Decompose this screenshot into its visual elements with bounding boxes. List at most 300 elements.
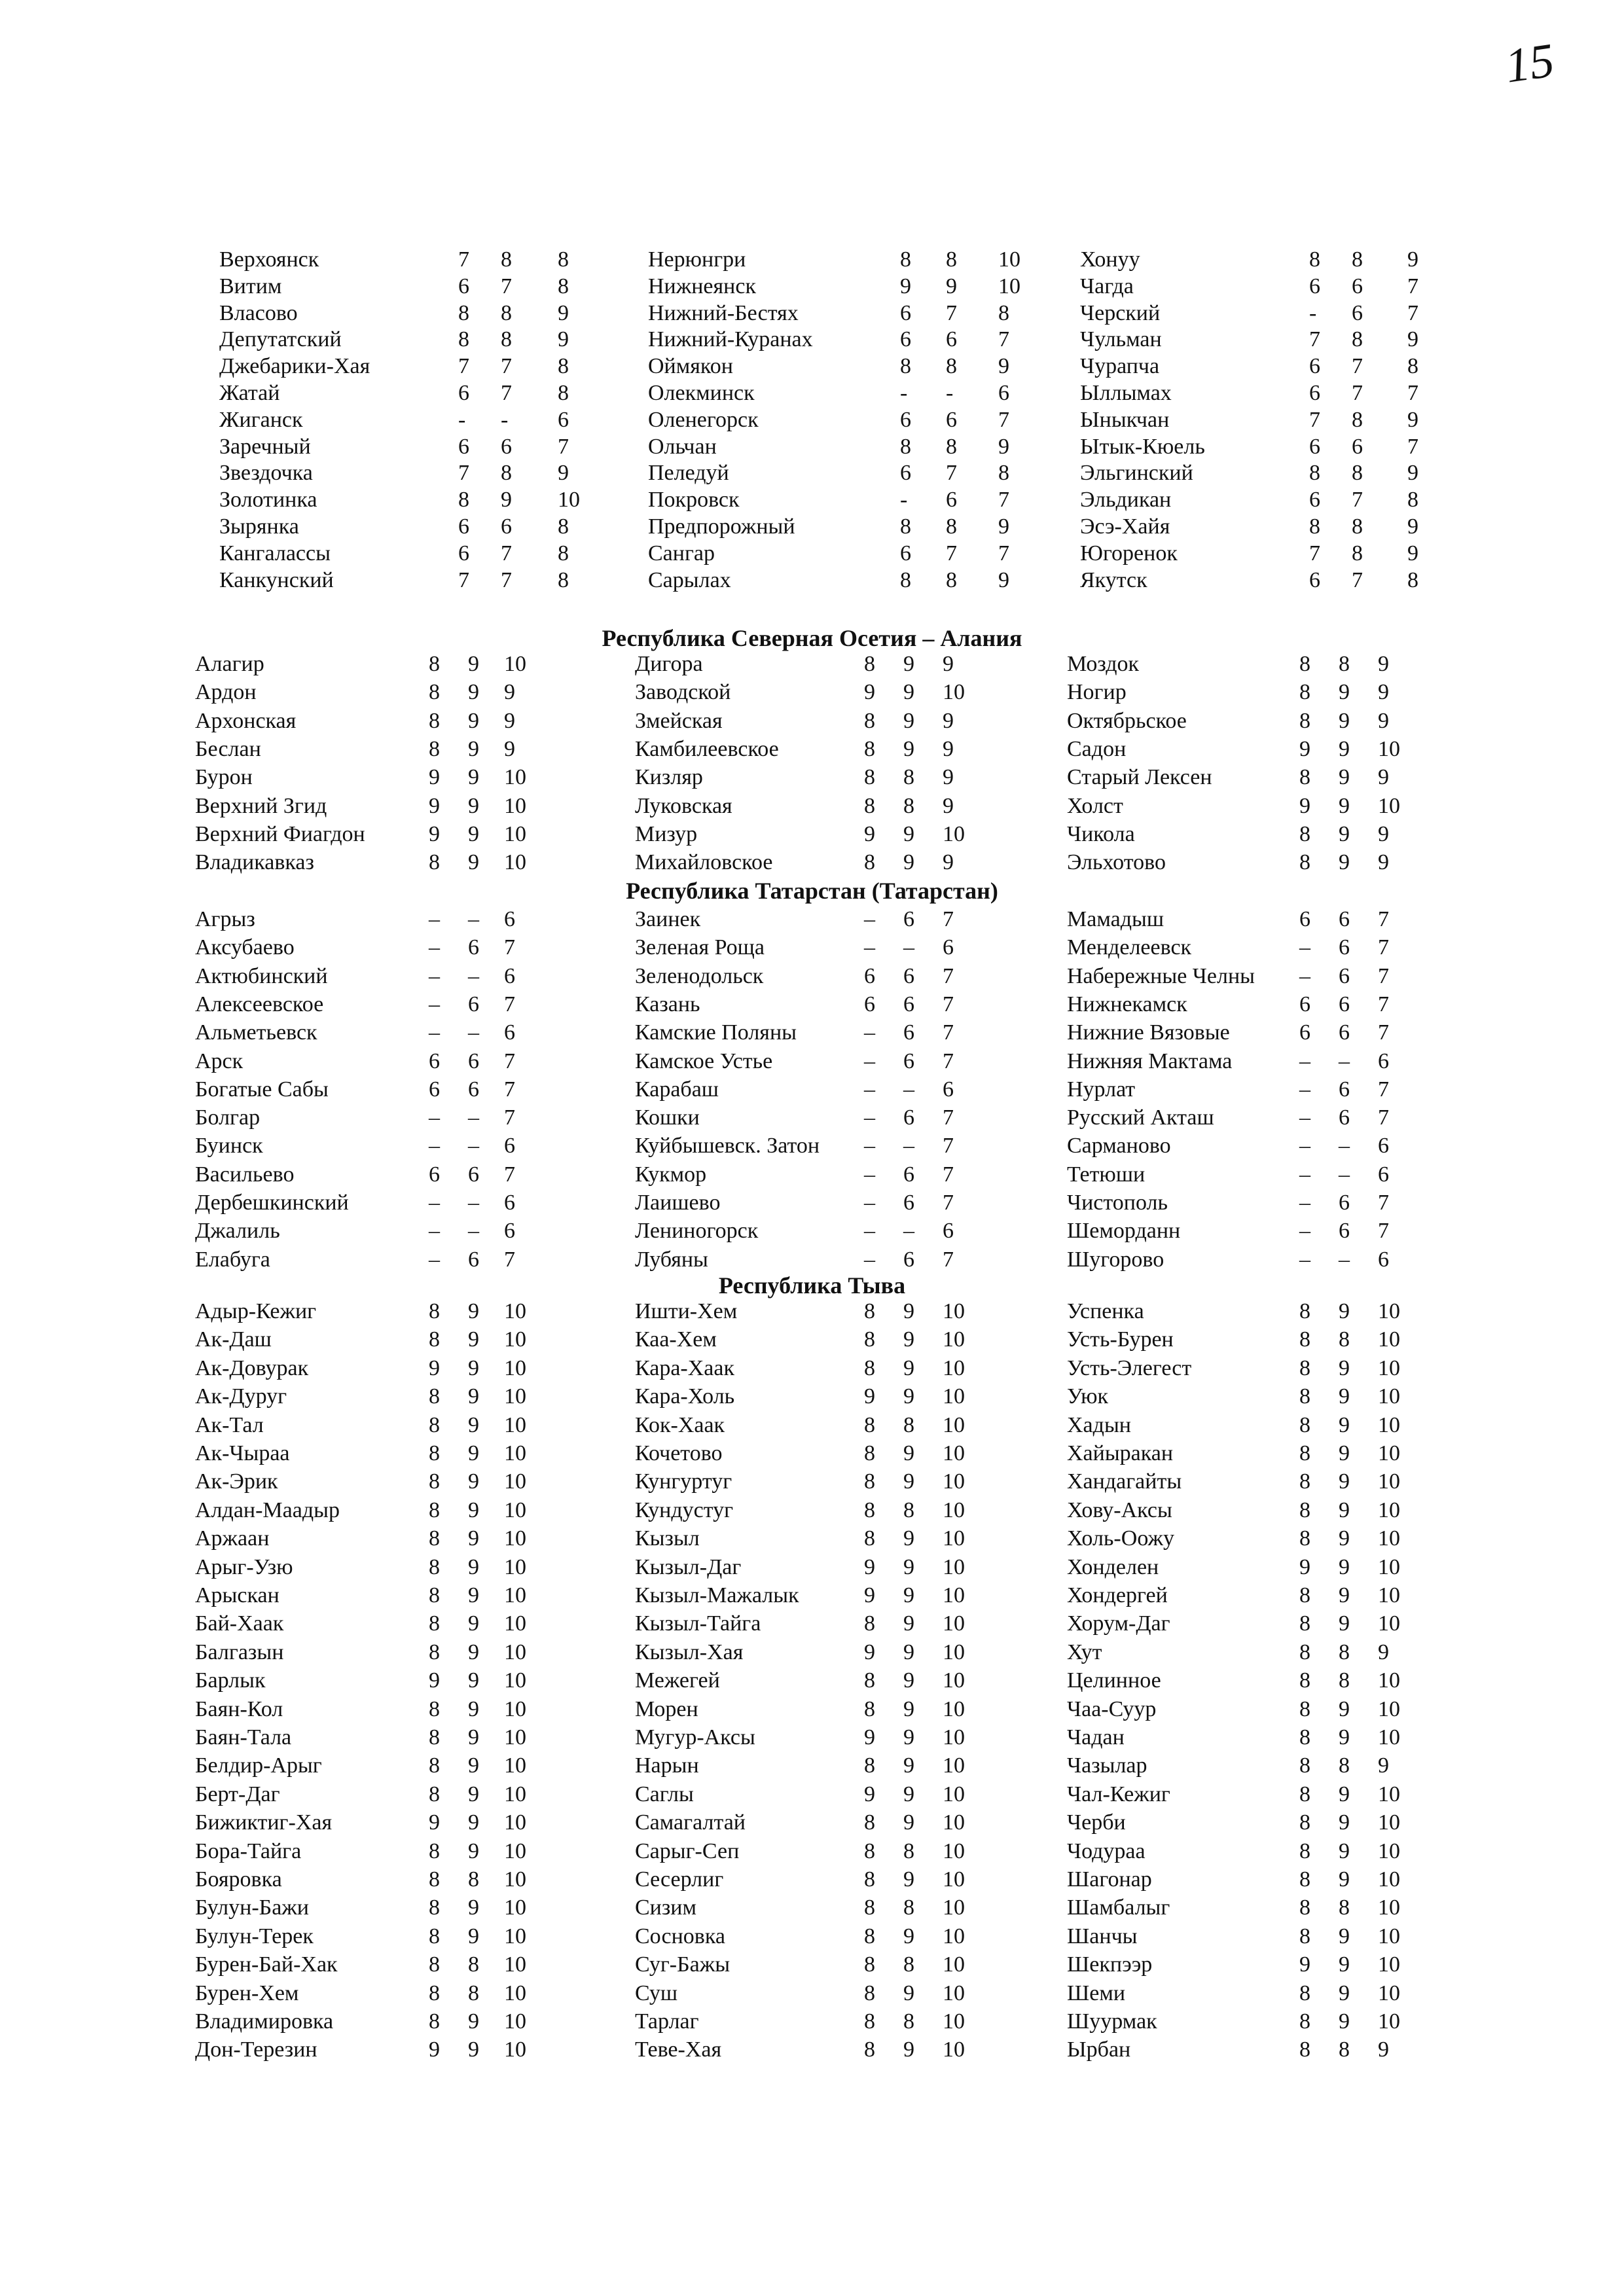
settlement-name: Заводской — [635, 680, 731, 705]
value-cell: 7 — [1378, 1077, 1389, 1102]
value-cell: - — [501, 407, 509, 432]
value-cell: 8 — [864, 1952, 875, 1977]
value-cell: 7 — [1352, 354, 1363, 379]
settlement-name: Шекпээр — [1067, 1952, 1153, 1977]
settlement-name: Жатай — [219, 381, 280, 405]
value-cell: 8 — [864, 1696, 875, 1721]
value-cell: 9 — [903, 1753, 914, 1778]
value-cell: 9 — [468, 1782, 479, 1806]
value-cell: 8 — [1299, 1384, 1310, 1409]
value-cell: 9 — [1378, 2037, 1389, 2062]
value-cell: 8 — [900, 354, 911, 379]
settlement-name: Заинек — [635, 907, 701, 931]
value-cell: 10 — [504, 1782, 526, 1806]
value-cell: 6 — [900, 407, 911, 432]
value-cell: 10 — [504, 850, 526, 875]
value-cell: 9 — [504, 708, 515, 733]
value-cell: 6 — [429, 1162, 440, 1187]
settlement-name: Барлык — [195, 1668, 266, 1693]
value-cell: 10 — [1378, 1981, 1400, 2005]
value-cell: 8 — [864, 1867, 875, 1892]
value-cell: 6 — [504, 1134, 515, 1158]
value-cell: 9 — [903, 821, 914, 846]
value-cell: 6 — [864, 992, 875, 1016]
value-cell: 6 — [1309, 488, 1320, 512]
value-cell: – — [429, 935, 440, 960]
settlement-name: Верхний Фиагдон — [195, 821, 365, 846]
value-cell: 10 — [558, 488, 580, 512]
value-cell: 7 — [998, 327, 1009, 352]
value-cell: 10 — [504, 1839, 526, 1863]
settlement-name: Набережные Челны — [1067, 963, 1255, 988]
settlement-name: Нурлат — [1067, 1077, 1136, 1102]
value-cell: 7 — [1378, 1105, 1389, 1130]
value-cell: 8 — [864, 1981, 875, 2005]
value-cell: 9 — [1299, 1554, 1310, 1579]
settlement-name: Чагда — [1080, 274, 1134, 298]
value-cell: 8 — [1352, 247, 1363, 272]
value-cell: 6 — [468, 992, 479, 1016]
settlement-name: Васильево — [195, 1162, 295, 1187]
value-cell: 8 — [903, 1412, 914, 1437]
value-cell: 10 — [504, 1327, 526, 1352]
value-cell: 9 — [903, 1668, 914, 1693]
settlement-name: Зеленодольск — [635, 963, 764, 988]
settlement-name: Бурон — [195, 765, 253, 790]
value-cell: 9 — [1339, 1725, 1350, 1749]
value-cell: 10 — [943, 821, 965, 846]
value-cell: 8 — [864, 1526, 875, 1551]
value-cell: 10 — [1378, 2009, 1400, 2034]
value-cell: 8 — [468, 1867, 479, 1892]
value-cell: 8 — [1352, 514, 1363, 539]
settlement-name: Хандагайты — [1067, 1469, 1182, 1494]
settlement-name: Камские Поляны — [635, 1020, 797, 1045]
settlement-name: Хут — [1067, 1640, 1102, 1664]
value-cell: 10 — [943, 1327, 965, 1352]
value-cell: 9 — [903, 850, 914, 875]
settlement-name: Югоренок — [1080, 541, 1178, 565]
value-cell: 9 — [903, 708, 914, 733]
value-cell: – — [903, 935, 914, 960]
value-cell: – — [864, 907, 875, 931]
settlement-name: Власово — [219, 300, 298, 325]
value-cell: 9 — [468, 2009, 479, 2034]
section-heading: Республика Татарстан (Татарстан) — [626, 878, 998, 904]
value-cell: 9 — [903, 1611, 914, 1636]
value-cell: 6 — [903, 1191, 914, 1215]
value-cell: 9 — [998, 567, 1009, 592]
settlement-name: Октябрьское — [1067, 708, 1187, 733]
settlement-name: Эльдикан — [1080, 488, 1172, 512]
value-cell: - — [946, 381, 954, 405]
value-cell: 9 — [903, 1924, 914, 1948]
settlement-name: Кара-Хаак — [635, 1355, 734, 1380]
settlement-name: Олекминск — [648, 381, 755, 405]
value-cell: 9 — [468, 1611, 479, 1636]
value-cell: - — [900, 381, 908, 405]
value-cell: 10 — [504, 1498, 526, 1522]
value-cell: 9 — [1378, 652, 1389, 676]
value-cell: 8 — [558, 567, 569, 592]
value-cell: – — [1339, 1049, 1350, 1073]
value-cell: 9 — [468, 652, 479, 676]
value-cell: 9 — [468, 708, 479, 733]
value-cell: 8 — [429, 1952, 440, 1977]
settlement-name: Холь-Оожу — [1067, 1526, 1174, 1551]
settlement-name: Верхоянск — [219, 247, 319, 272]
value-cell: 6 — [1299, 907, 1310, 931]
value-cell: 9 — [468, 1583, 479, 1607]
value-cell: - — [458, 407, 466, 432]
settlement-name: Кок-Хаак — [635, 1412, 725, 1437]
value-cell: 6 — [946, 407, 957, 432]
value-cell: 6 — [900, 327, 911, 352]
value-cell: 9 — [864, 1554, 875, 1579]
value-cell: 7 — [998, 488, 1009, 512]
value-cell: 6 — [900, 300, 911, 325]
settlement-name: Тарлаг — [635, 2009, 699, 2034]
value-cell: 9 — [1339, 736, 1350, 761]
settlement-name: Альметьевск — [195, 1020, 317, 1045]
value-cell: 10 — [943, 1725, 965, 1749]
value-cell: 9 — [864, 1725, 875, 1749]
value-cell: 8 — [1299, 2037, 1310, 2062]
value-cell: 8 — [501, 247, 512, 272]
value-cell: 9 — [1339, 1299, 1350, 1323]
value-cell: 6 — [946, 327, 957, 352]
value-cell: 6 — [903, 963, 914, 988]
value-cell: 9 — [468, 1355, 479, 1380]
value-cell: 6 — [998, 381, 1009, 405]
value-cell: 10 — [504, 821, 526, 846]
value-cell: 9 — [1378, 708, 1389, 733]
value-cell: 8 — [1352, 327, 1363, 352]
settlement-name: Русский Акташ — [1067, 1105, 1214, 1130]
value-cell: – — [1299, 1219, 1310, 1244]
settlement-name: Алагир — [195, 652, 264, 676]
value-cell: 9 — [468, 1469, 479, 1494]
value-cell: 8 — [1299, 1412, 1310, 1437]
settlement-name: Хову-Аксы — [1067, 1498, 1172, 1522]
value-cell: 7 — [943, 1191, 954, 1215]
value-cell: 8 — [903, 1895, 914, 1920]
value-cell: 7 — [943, 1247, 954, 1272]
value-cell: 7 — [1352, 567, 1363, 592]
value-cell: 6 — [504, 1020, 515, 1045]
value-cell: 9 — [429, 1355, 440, 1380]
settlement-name: Дербешкинский — [195, 1191, 349, 1215]
value-cell: 8 — [1299, 1696, 1310, 1721]
value-cell: 8 — [900, 514, 911, 539]
value-cell: 6 — [1378, 1162, 1389, 1187]
settlement-name: Бай-Хаак — [195, 1611, 284, 1636]
value-cell: – — [468, 1105, 479, 1130]
value-cell: 8 — [429, 1611, 440, 1636]
settlement-name: Межегей — [635, 1668, 720, 1693]
value-cell: 6 — [903, 1247, 914, 1272]
value-cell: 10 — [943, 2037, 965, 2062]
settlement-name: Булун-Терек — [195, 1924, 314, 1948]
value-cell: 9 — [468, 1498, 479, 1522]
settlement-name: Кангалассы — [219, 541, 331, 565]
settlement-name: Успенка — [1067, 1299, 1144, 1323]
value-cell: 10 — [1378, 1554, 1400, 1579]
value-cell: 9 — [1407, 247, 1418, 272]
value-cell: 8 — [864, 1299, 875, 1323]
value-cell: 8 — [900, 567, 911, 592]
value-cell: 8 — [1299, 1753, 1310, 1778]
settlement-name: Алдан-Маадыр — [195, 1498, 340, 1522]
value-cell: 9 — [468, 1753, 479, 1778]
settlement-name: Уюк — [1067, 1384, 1109, 1409]
settlement-name: Эльгинский — [1080, 461, 1193, 486]
settlement-name: Кукмор — [635, 1162, 707, 1187]
value-cell: – — [903, 1077, 914, 1102]
value-cell: – — [468, 963, 479, 988]
settlement-name: Ардон — [195, 680, 257, 705]
value-cell: 6 — [468, 935, 479, 960]
value-cell: 10 — [943, 1554, 965, 1579]
value-cell: 9 — [468, 1895, 479, 1920]
settlement-name: Алексеевское — [195, 992, 324, 1016]
section-heading: Республика Северная Осетия – Алания — [602, 625, 1022, 651]
value-cell: 6 — [504, 963, 515, 988]
value-cell: 8 — [1299, 1867, 1310, 1892]
value-cell: 9 — [943, 652, 954, 676]
value-cell: 9 — [1378, 821, 1389, 846]
value-cell: 9 — [1339, 1839, 1350, 1863]
settlement-name: Чал-Кежиг — [1067, 1782, 1170, 1806]
value-cell: 9 — [1339, 680, 1350, 705]
value-cell: 9 — [468, 1640, 479, 1664]
value-cell: – — [1299, 1162, 1310, 1187]
value-cell: 10 — [943, 1867, 965, 1892]
value-cell: 8 — [864, 1441, 875, 1465]
value-cell: – — [1299, 963, 1310, 988]
value-cell: 8 — [1299, 652, 1310, 676]
settlement-name: Заречный — [219, 434, 311, 459]
value-cell: 6 — [468, 1049, 479, 1073]
settlement-name: Кунгуртуг — [635, 1469, 732, 1494]
value-cell: 9 — [468, 2037, 479, 2062]
value-cell: 10 — [943, 1668, 965, 1693]
value-cell: 6 — [1352, 434, 1363, 459]
value-cell: 9 — [943, 765, 954, 790]
value-cell: 10 — [943, 1583, 965, 1607]
value-cell: 9 — [943, 850, 954, 875]
value-cell: 8 — [946, 434, 957, 459]
value-cell: 10 — [943, 1640, 965, 1664]
settlement-name: Жиганск — [219, 407, 303, 432]
settlement-name: Шеми — [1067, 1981, 1126, 2005]
settlement-name: Нижняя Мактама — [1067, 1049, 1233, 1073]
settlement-name: Богатые Сабы — [195, 1077, 329, 1102]
value-cell: 10 — [943, 1924, 965, 1948]
value-cell: 8 — [864, 850, 875, 875]
settlement-name: Канкунский — [219, 567, 334, 592]
value-cell: 8 — [1299, 680, 1310, 705]
settlement-name: Ак-Тал — [195, 1412, 264, 1437]
value-cell: 6 — [1378, 1049, 1389, 1073]
settlement-name: Бижиктиг-Хая — [195, 1810, 333, 1835]
value-cell: 9 — [468, 1696, 479, 1721]
value-cell: 7 — [504, 1162, 515, 1187]
value-cell: 9 — [429, 1668, 440, 1693]
settlement-name: Кызыл-Даг — [635, 1554, 742, 1579]
value-cell: 10 — [943, 680, 965, 705]
value-cell: 9 — [903, 736, 914, 761]
value-cell: 9 — [864, 821, 875, 846]
value-cell: 10 — [1378, 1355, 1400, 1380]
value-cell: 7 — [998, 541, 1009, 565]
value-cell: 10 — [504, 1810, 526, 1835]
value-cell: 8 — [903, 1498, 914, 1522]
value-cell: 10 — [1378, 1867, 1400, 1892]
settlement-name: Пеледуй — [648, 461, 729, 486]
settlement-name: Кызыл-Тайга — [635, 1611, 761, 1636]
value-cell: 8 — [429, 2009, 440, 2034]
value-cell: 10 — [504, 1640, 526, 1664]
value-cell: 8 — [558, 274, 569, 298]
value-cell: 10 — [943, 2009, 965, 2034]
value-cell: 9 — [1339, 1412, 1350, 1437]
value-cell: 7 — [1309, 541, 1320, 565]
value-cell: – — [864, 1219, 875, 1244]
value-cell: 10 — [1378, 1412, 1400, 1437]
value-cell: 10 — [504, 1441, 526, 1465]
value-cell: 8 — [1352, 461, 1363, 486]
value-cell: 6 — [903, 907, 914, 931]
settlement-name: Менделеевск — [1067, 935, 1192, 960]
settlement-name: Буинск — [195, 1134, 263, 1158]
value-cell: 9 — [1339, 1355, 1350, 1380]
value-cell: 8 — [429, 1725, 440, 1749]
settlement-name: Эсэ-Хайя — [1080, 514, 1170, 539]
settlement-name: Усть-Элегест — [1067, 1355, 1192, 1380]
value-cell: 6 — [468, 1077, 479, 1102]
value-cell: 10 — [504, 1583, 526, 1607]
value-cell: 6 — [1309, 381, 1320, 405]
value-cell: 10 — [1378, 736, 1400, 761]
value-cell: 6 — [429, 1049, 440, 1073]
value-cell: 10 — [1378, 1583, 1400, 1607]
value-cell: 10 — [943, 1952, 965, 1977]
settlement-name: Луковская — [635, 793, 732, 818]
value-cell: 8 — [1339, 1668, 1350, 1693]
value-cell: 9 — [903, 1696, 914, 1721]
value-cell: 10 — [1378, 1469, 1400, 1494]
value-cell: 9 — [943, 708, 954, 733]
settlement-name: Кызыл-Мажалык — [635, 1583, 799, 1607]
settlement-name: Оймякон — [648, 354, 733, 379]
value-cell: 7 — [943, 963, 954, 988]
settlement-name: Дон-Терезин — [195, 2037, 317, 2062]
settlement-name: Ак-Дуруг — [195, 1384, 287, 1409]
value-cell: 10 — [504, 1981, 526, 2005]
value-cell: 7 — [458, 567, 469, 592]
settlement-name: Чикола — [1067, 821, 1135, 846]
value-cell: 7 — [458, 461, 469, 486]
settlement-name: Верхний Згид — [195, 793, 327, 818]
value-cell: 9 — [1339, 2009, 1350, 2034]
value-cell: 8 — [429, 1498, 440, 1522]
value-cell: 9 — [1339, 821, 1350, 846]
settlement-name: Сосновка — [635, 1924, 725, 1948]
value-cell: 7 — [943, 1162, 954, 1187]
value-cell: 8 — [864, 1924, 875, 1948]
value-cell: 6 — [903, 1020, 914, 1045]
value-cell: 9 — [943, 736, 954, 761]
value-cell: 8 — [1339, 652, 1350, 676]
value-cell: 9 — [468, 1384, 479, 1409]
value-cell: 8 — [1299, 708, 1310, 733]
value-cell: 8 — [1407, 567, 1418, 592]
settlement-name: Черби — [1067, 1810, 1126, 1835]
value-cell: 7 — [1407, 381, 1418, 405]
value-cell: 10 — [1378, 793, 1400, 818]
value-cell: – — [429, 1219, 440, 1244]
value-cell: 9 — [903, 1469, 914, 1494]
settlement-name: Зеленая Роща — [635, 935, 765, 960]
value-cell: 9 — [1378, 1640, 1389, 1664]
value-cell: 8 — [1352, 407, 1363, 432]
value-cell: 10 — [1378, 1498, 1400, 1522]
settlement-name: Сарыг-Сеп — [635, 1839, 740, 1863]
settlement-name: Сангар — [648, 541, 715, 565]
settlement-name: Берт-Даг — [195, 1782, 280, 1806]
settlement-name: Нарын — [635, 1753, 699, 1778]
value-cell: 10 — [504, 793, 526, 818]
value-cell: 10 — [1378, 1384, 1400, 1409]
value-cell: 9 — [468, 680, 479, 705]
settlement-name: Агрыз — [195, 907, 255, 931]
settlement-name: Бурен-Хем — [195, 1981, 299, 2005]
value-cell: 7 — [558, 434, 569, 459]
value-cell: 8 — [1299, 1640, 1310, 1664]
value-cell: 8 — [429, 652, 440, 676]
value-cell: 9 — [1378, 765, 1389, 790]
value-cell: 7 — [504, 1105, 515, 1130]
value-cell: 8 — [1339, 2037, 1350, 2062]
settlement-name: Чистополь — [1067, 1191, 1168, 1215]
value-cell: – — [468, 1219, 479, 1244]
value-cell: 9 — [468, 1810, 479, 1835]
settlement-name: Сарылах — [648, 567, 731, 592]
settlement-name: Архонская — [195, 708, 297, 733]
settlement-name: Сесерлиг — [635, 1867, 724, 1892]
settlement-name: Покровск — [648, 488, 740, 512]
value-cell: 9 — [504, 680, 515, 705]
value-cell: 9 — [903, 680, 914, 705]
value-cell: 7 — [501, 381, 512, 405]
value-cell: 6 — [501, 514, 512, 539]
settlement-name: Ытык-Кюель — [1080, 434, 1205, 459]
value-cell: 10 — [504, 1469, 526, 1494]
value-cell: 10 — [998, 274, 1020, 298]
settlement-name: Мизур — [635, 821, 698, 846]
settlement-name: Нижнеянск — [648, 274, 756, 298]
value-cell: 9 — [903, 2037, 914, 2062]
settlement-name: Старый Лексен — [1067, 765, 1212, 790]
settlement-name: Лубяны — [635, 1247, 708, 1272]
value-cell: 8 — [1309, 514, 1320, 539]
value-cell: 9 — [903, 1810, 914, 1835]
value-cell: 8 — [864, 2009, 875, 2034]
value-cell: 9 — [900, 274, 911, 298]
value-cell: 8 — [429, 1441, 440, 1465]
value-cell: 8 — [429, 708, 440, 733]
